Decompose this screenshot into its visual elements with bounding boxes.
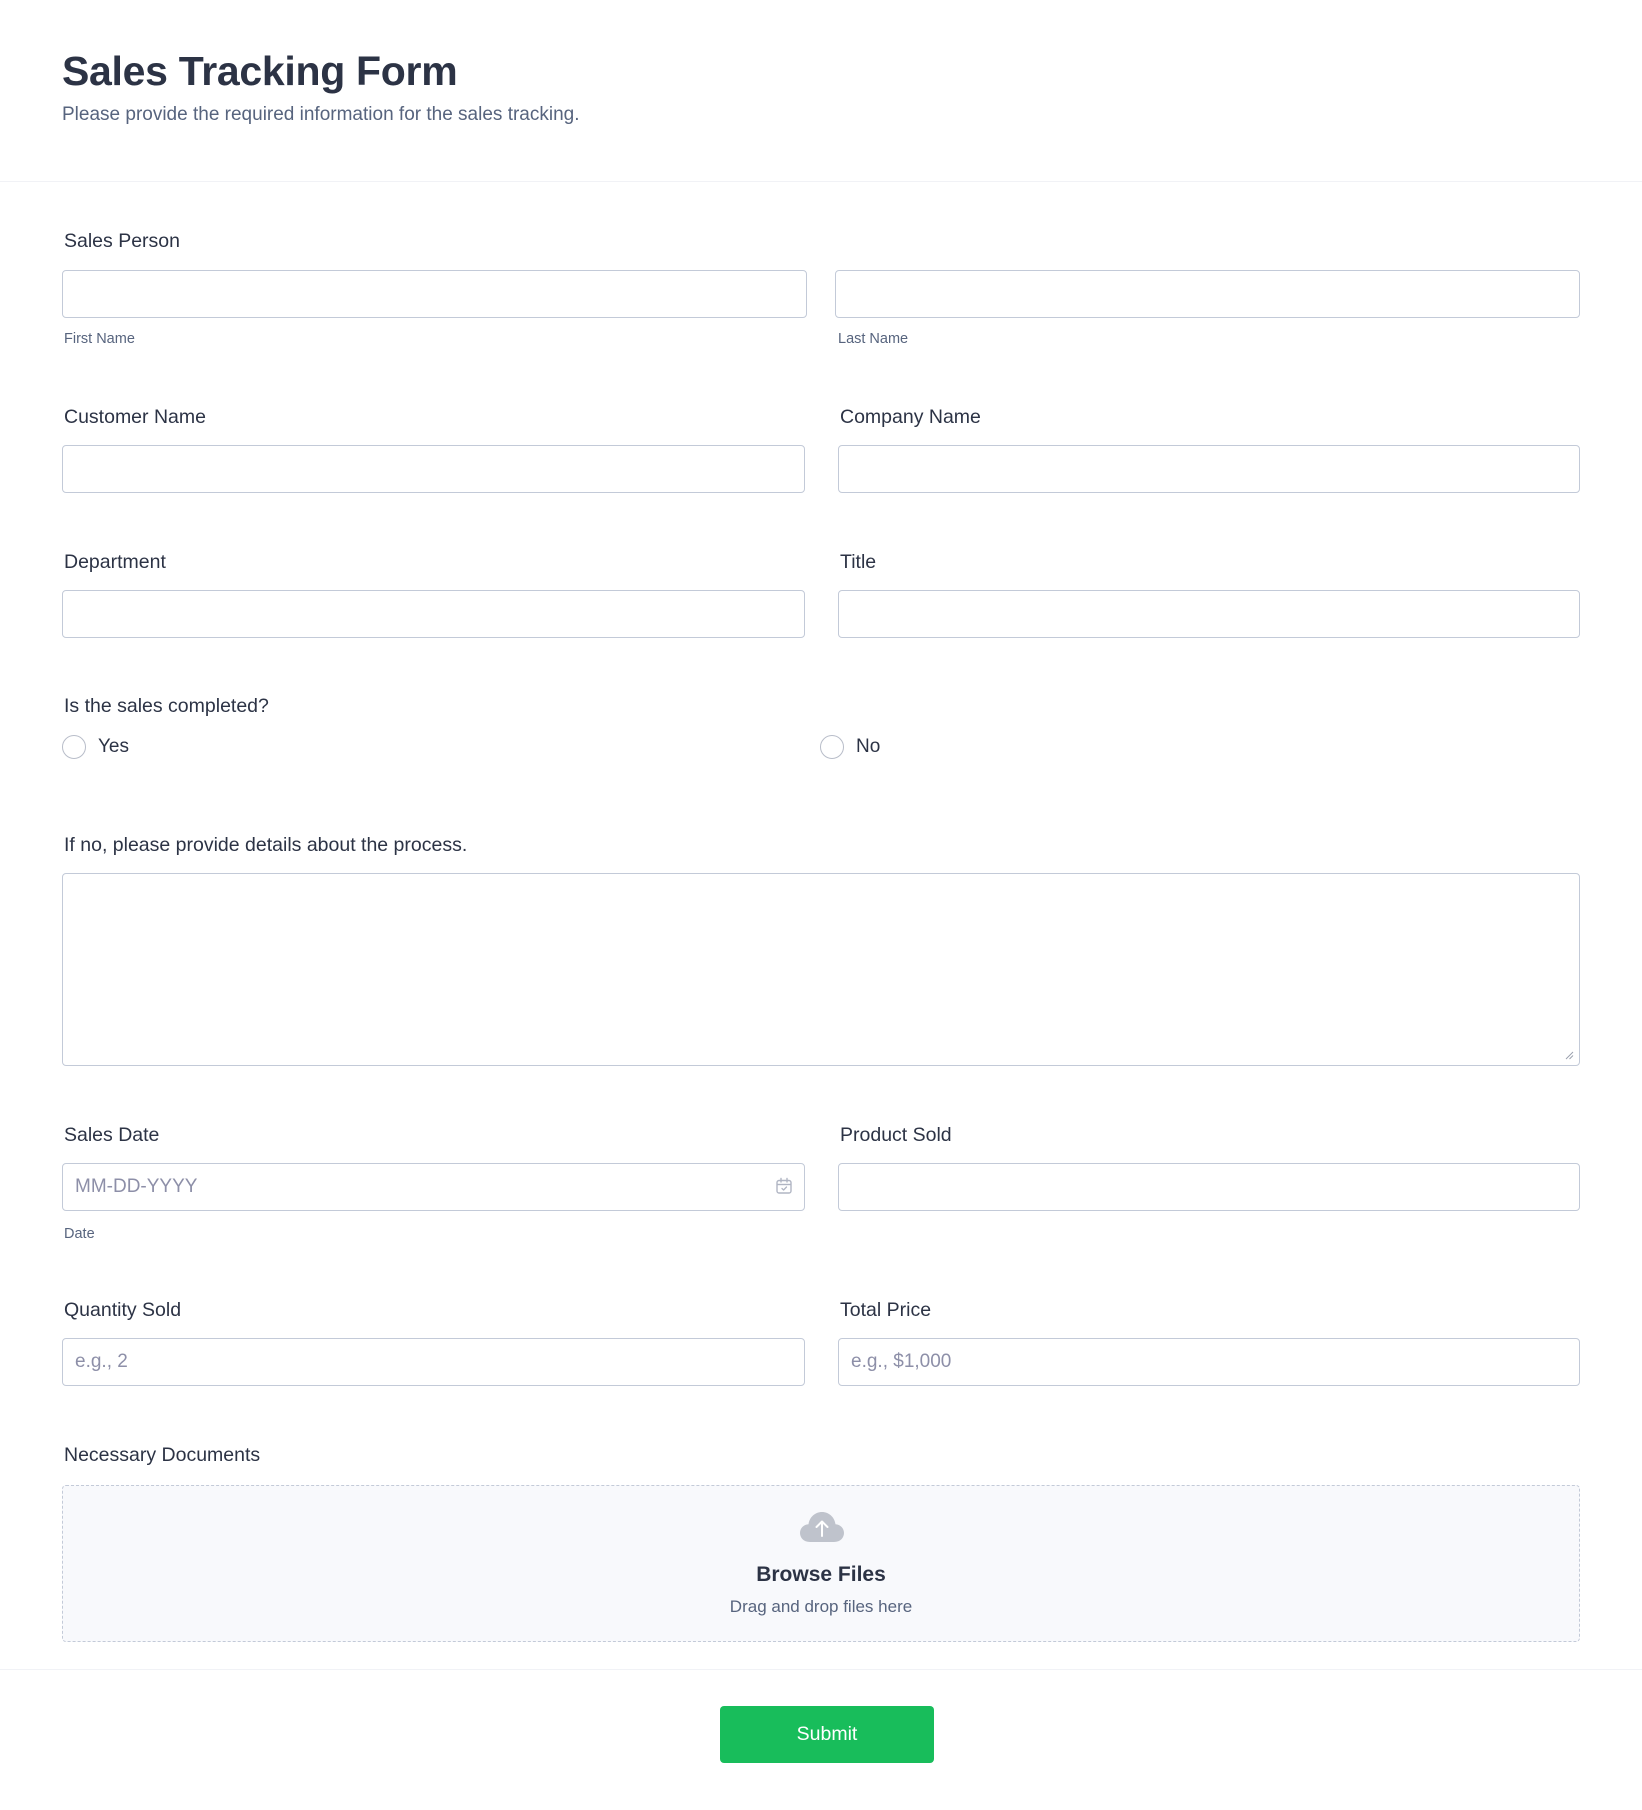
customer-name-input[interactable] xyxy=(62,445,805,493)
title-input[interactable] xyxy=(838,590,1580,638)
company-name-label: Company Name xyxy=(840,406,981,428)
sales-completed-label: Is the sales completed? xyxy=(64,695,269,717)
footer-divider xyxy=(0,1669,1642,1670)
process-details-wrapper xyxy=(62,873,1580,1066)
radio-no-circle[interactable] xyxy=(820,735,844,759)
total-price-label: Total Price xyxy=(840,1299,932,1321)
first-name-input[interactable] xyxy=(62,270,807,318)
cloud-upload-icon xyxy=(799,1510,845,1544)
resize-grip-icon[interactable] xyxy=(1565,1051,1574,1060)
first-name-sublabel: First Name xyxy=(64,331,135,347)
quantity-sold-label: Quantity Sold xyxy=(64,1299,182,1321)
customer-name-label: Customer Name xyxy=(64,406,206,428)
process-details-textarea[interactable] xyxy=(62,873,1580,1066)
radio-option-no[interactable] xyxy=(820,735,880,759)
title-label: Title xyxy=(840,551,877,573)
submit-button[interactable]: Submit xyxy=(720,1706,934,1763)
sales-person-label: Sales Person xyxy=(64,230,180,252)
sales-date-wrapper xyxy=(62,1163,805,1211)
department-input[interactable] xyxy=(62,590,805,638)
browse-files-label[interactable]: Browse Files xyxy=(756,1563,886,1586)
radio-option-yes[interactable] xyxy=(62,735,129,759)
calendar-icon[interactable] xyxy=(775,1177,793,1195)
total-price-input[interactable] xyxy=(838,1338,1580,1386)
drop-hint: Drag and drop files here xyxy=(729,1597,913,1616)
quantity-sold-input[interactable] xyxy=(62,1338,805,1386)
radio-no-label: No xyxy=(856,736,881,757)
process-details-label: If no, please provide details about the process. xyxy=(64,834,468,856)
sales-date-label: Sales Date xyxy=(64,1124,160,1146)
form-subtitle: Please provide the required information for the sales tracking. xyxy=(62,104,580,125)
form-title: Sales Tracking Form xyxy=(62,48,458,94)
product-sold-label: Product Sold xyxy=(840,1124,952,1146)
department-label: Department xyxy=(64,551,166,573)
product-sold-input[interactable] xyxy=(838,1163,1580,1211)
form-header xyxy=(0,0,1642,182)
last-name-input[interactable] xyxy=(835,270,1580,318)
last-name-sublabel: Last Name xyxy=(838,331,909,347)
radio-yes-circle[interactable] xyxy=(62,735,86,759)
sales-date-input[interactable] xyxy=(62,1163,805,1211)
file-upload-dropzone[interactable] xyxy=(62,1485,1580,1642)
sales-date-sublabel: Date xyxy=(64,1226,95,1242)
documents-label: Necessary Documents xyxy=(64,1444,261,1466)
radio-yes-label: Yes xyxy=(98,736,129,757)
company-name-input[interactable] xyxy=(838,445,1580,493)
